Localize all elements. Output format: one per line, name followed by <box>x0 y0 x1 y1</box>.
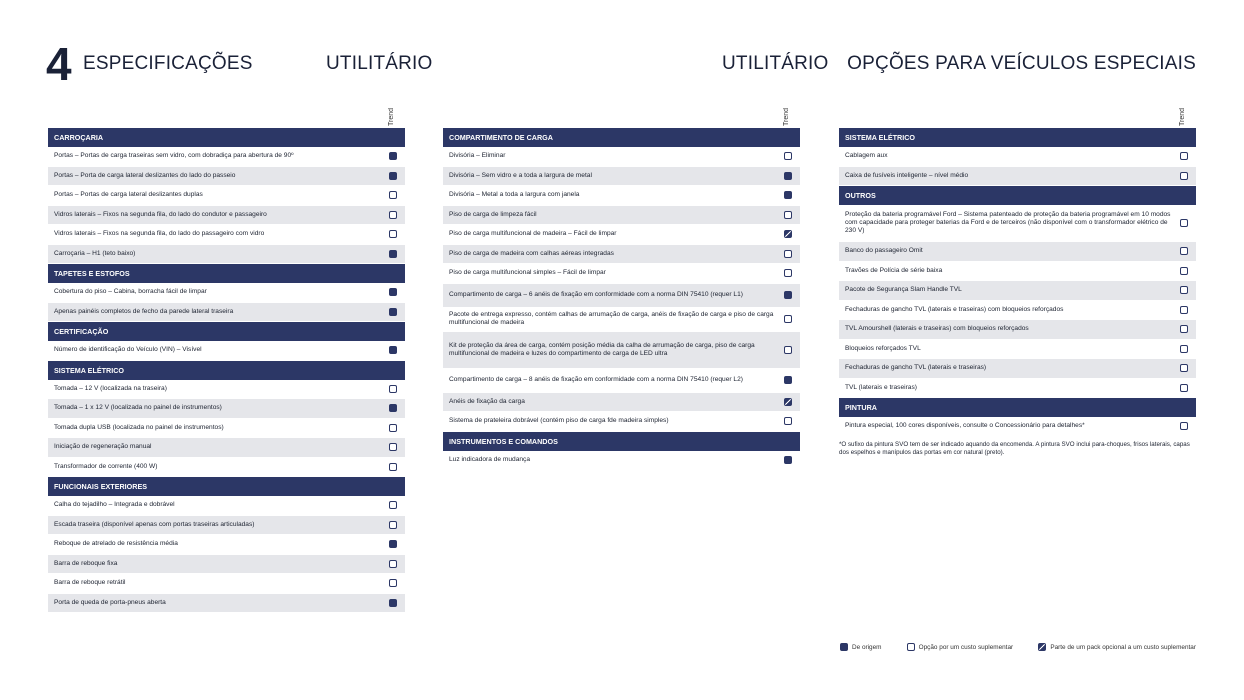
trend-header: Trend <box>388 107 395 126</box>
spec-row <box>48 206 405 226</box>
spec-row <box>839 205 1196 242</box>
empty-square-icon <box>1180 172 1188 180</box>
spec-label: Pacote de Segurança Slam Handle TVL <box>845 286 962 294</box>
spec-label: Luz indicadora de mudança <box>449 455 531 463</box>
filled-square-icon <box>389 308 397 316</box>
empty-square-icon <box>907 643 915 651</box>
trend-header: Trend <box>1179 107 1186 126</box>
spec-label: Compartimento de carga – 6 anéis de fixação em conformidade com a norma DIN 75410 (requer L1) <box>449 291 743 298</box>
spec-row <box>839 242 1196 262</box>
spec-label: Tomada – 1 x 12 V (localizada no painel de instrumentos) <box>54 404 222 412</box>
spec-label: Tomada dupla USB (localizada no painel de instrumentos) <box>54 423 224 431</box>
spec-row <box>839 281 1196 301</box>
spec-row <box>48 245 405 265</box>
spec-row <box>443 308 800 332</box>
filled-square-icon <box>784 291 792 299</box>
spec-row <box>443 393 800 413</box>
spec-row <box>48 419 405 439</box>
empty-square-icon <box>1180 152 1188 160</box>
spec-row <box>48 147 405 167</box>
spec-label: Fechaduras de gancho TVL (laterais e traseiras) <box>845 364 987 372</box>
spec-label: Bloqueios reforçados TVL <box>845 344 921 352</box>
spec-label: Divisória – Metal a toda a largura com janela <box>449 191 580 199</box>
spec-label: Transformador de corrente (400 W) <box>54 462 158 470</box>
filled-square-icon <box>389 152 397 160</box>
spec-row <box>839 147 1196 167</box>
striped-square-icon <box>784 398 792 406</box>
empty-square-icon <box>389 230 397 238</box>
chapter-number: 4 <box>46 38 72 90</box>
empty-square-icon <box>784 346 792 354</box>
spec-row <box>48 438 405 458</box>
section-header: SISTEMA ELÉTRICO <box>839 128 1196 147</box>
empty-square-icon <box>784 250 792 258</box>
section-header: COMPARTIMENTO DE CARGA <box>443 128 800 147</box>
legend <box>840 643 1196 651</box>
spec-row <box>443 451 800 471</box>
spec-label: Vidros laterais – Fixos na segunda fila, do lado do passageiro com vidro <box>54 230 265 238</box>
spec-row <box>443 369 800 393</box>
trend-header: Trend <box>783 107 790 126</box>
section-header: CARROÇARIA <box>48 128 405 147</box>
empty-square-icon <box>389 501 397 509</box>
empty-square-icon <box>784 417 792 425</box>
empty-square-icon <box>389 560 397 568</box>
spec-label: Pintura especial, 100 cores disponíveis, consulte o Concessionário para detalhes* <box>845 422 1085 430</box>
empty-square-icon <box>784 269 792 277</box>
column-1-title: UTILITÁRIO <box>326 53 433 74</box>
spec-label: Cablagem aux <box>845 152 888 160</box>
spec-label: Iniciação de regeneração manual <box>54 443 152 451</box>
empty-square-icon <box>389 463 397 471</box>
empty-square-icon <box>389 443 397 451</box>
spec-row <box>443 412 800 432</box>
spec-label: Kit de proteção da área de carga, contém posição média da calha de arrumação de carga, piso de carga multifuncional de madeira e luzes do compartimento de carga de LED ultra <box>449 341 755 357</box>
spec-row <box>48 186 405 206</box>
filled-square-icon <box>389 540 397 548</box>
spec-column-1 <box>48 100 405 613</box>
spec-label: Piso de carga de madeira com calhas aéreas integradas <box>449 249 614 257</box>
spec-row <box>48 303 405 323</box>
empty-square-icon <box>389 191 397 199</box>
spec-row <box>839 167 1196 187</box>
filled-square-icon <box>389 288 397 296</box>
spec-row <box>443 332 800 369</box>
filled-square-icon <box>784 191 792 199</box>
spec-row <box>443 206 800 226</box>
spec-label: Portas – Portas de carga traseiras sem vidro, com dobradiça para abertura de 90º <box>54 152 294 160</box>
page-title: ESPECIFICAÇÕES <box>83 53 253 74</box>
spec-label: Divisória – Eliminar <box>449 152 506 160</box>
empty-square-icon <box>389 579 397 587</box>
spec-row <box>48 516 405 536</box>
spec-row <box>48 535 405 555</box>
spec-row <box>48 167 405 187</box>
filled-square-icon <box>784 456 792 464</box>
spec-label: Apenas painéis completos de fecho da parede lateral traseira <box>54 307 234 315</box>
empty-square-icon <box>1180 247 1188 255</box>
empty-square-icon <box>1180 219 1188 227</box>
empty-square-icon <box>389 521 397 529</box>
empty-square-icon <box>1180 384 1188 392</box>
spec-row <box>839 320 1196 340</box>
spec-row <box>443 186 800 206</box>
spec-row <box>48 225 405 245</box>
section-header: FUNCIONAIS EXTERIORES <box>48 477 405 496</box>
spec-label: Piso de carga multifuncional simples – Fácil de limpar <box>449 269 606 277</box>
empty-square-icon <box>784 315 792 323</box>
striped-square-icon <box>1038 643 1046 651</box>
legend-pack: Parte de um pack opcional a um custo suplementar <box>1038 643 1196 651</box>
empty-square-icon <box>389 424 397 432</box>
spec-row <box>48 574 405 594</box>
section-header: INSTRUMENTOS E COMANDOS <box>443 432 800 451</box>
spec-label: Porta de queda de porta-pneus aberta <box>54 598 166 606</box>
filled-square-icon <box>784 172 792 180</box>
spec-row <box>48 496 405 516</box>
spec-label: Travões de Polícia de série baixa <box>845 266 943 274</box>
spec-label: Cobertura do piso – Cabina, borracha fácil de limpar <box>54 288 207 296</box>
spec-label: Barra de reboque fixa <box>54 559 118 567</box>
spec-label: Piso de carga multifuncional de madeira – Fácil de limpar <box>449 230 617 238</box>
spec-label: Reboque de atrelado de resistência média <box>54 540 178 548</box>
spec-label: Proteção da bateria programável Ford – Sistema patenteado de proteção da bateria programável em 10 modos com capacidade para proteger baterias da Ford e de terceiros (não disponível com o transformador elétrico de 230 V) <box>845 211 1171 234</box>
spec-row <box>839 359 1196 379</box>
section-header: SISTEMA ELÉTRICO <box>48 361 405 380</box>
empty-square-icon <box>389 211 397 219</box>
spec-label: Número de identificação do Veículo (VIN) – Visível <box>54 346 202 354</box>
spec-row <box>48 283 405 303</box>
spec-column-2 <box>443 100 800 470</box>
empty-square-icon <box>1180 286 1188 294</box>
empty-square-icon <box>389 385 397 393</box>
column-3-title: OPÇÕES PARA VEÍCULOS ESPECIAIS <box>847 53 1196 74</box>
spec-label: Sistema de prateleira dobrável (contém piso de carga fde madeira simples) <box>449 417 669 425</box>
empty-square-icon <box>784 211 792 219</box>
column-2-title: UTILITÁRIO <box>722 53 829 74</box>
empty-square-icon <box>1180 422 1188 430</box>
empty-square-icon <box>1180 325 1188 333</box>
filled-square-icon <box>389 346 397 354</box>
striped-square-icon <box>784 230 792 238</box>
spec-label: Carroçaria – H1 (teto baixo) <box>54 249 136 257</box>
spec-row <box>48 594 405 614</box>
spec-row <box>839 262 1196 282</box>
spec-row <box>443 147 800 167</box>
section-header: CERTIFICAÇÃO <box>48 322 405 341</box>
spec-row <box>48 458 405 478</box>
section-header: TAPETES E ESTOFOS <box>48 264 405 283</box>
spec-label: Portas – Portas de carga lateral deslizantes duplas <box>54 191 203 199</box>
empty-square-icon <box>1180 345 1188 353</box>
spec-label: TVL (laterais e traseiras) <box>845 383 917 391</box>
filled-square-icon <box>389 172 397 180</box>
spec-row <box>839 301 1196 321</box>
spec-label: Portas – Porta de carga lateral deslizantes do lado do passeio <box>54 171 236 179</box>
filled-square-icon <box>389 404 397 412</box>
spec-row <box>839 340 1196 360</box>
section-header: OUTROS <box>839 186 1196 205</box>
spec-row <box>443 225 800 245</box>
spec-label: Banco do passageiro Omit <box>845 247 923 255</box>
spec-row <box>48 341 405 361</box>
spec-row <box>443 284 800 308</box>
spec-label: Calha do tejadilho – Integrada e dobrável <box>54 501 175 509</box>
spec-label: Pacote de entrega expresso, contém calhas de arrumação de carga, anéis de fixação de carga e piso de carga multifuncional de madeira <box>449 311 774 326</box>
spec-row <box>443 245 800 265</box>
spec-row <box>839 379 1196 399</box>
spec-label: Piso de carga de limpeza fácil <box>449 210 537 218</box>
spec-row <box>443 264 800 284</box>
empty-square-icon <box>1180 306 1188 314</box>
legend-standard: De origem <box>840 643 881 651</box>
spec-label: Barra de reboque retrátil <box>54 579 126 587</box>
spec-row <box>48 555 405 575</box>
spec-label: Divisória – Sem vidro e a toda a largura de metal <box>449 171 592 179</box>
spec-label: Fechaduras de gancho TVL (laterais e traseiras) com bloqueios reforçados <box>845 305 1064 313</box>
section-header: PINTURA <box>839 398 1196 417</box>
legend-option: Opção por um custo suplementar <box>907 643 1014 651</box>
empty-square-icon <box>1180 364 1188 372</box>
spec-label: Caixa de fusíveis inteligente – nível médio <box>845 171 969 179</box>
spec-row <box>839 417 1196 437</box>
filled-square-icon <box>784 376 792 384</box>
spec-row <box>48 380 405 400</box>
spec-label: Tomada – 12 V (localizada na traseira) <box>54 384 167 392</box>
spec-label: Escada traseira (disponível apenas com portas traseiras articuladas) <box>54 520 255 528</box>
spec-label: Vidros laterais – Fixos na segunda fila, do lado do condutor e passageiro <box>54 210 267 218</box>
spec-label: Anéis de fixação da carga <box>449 397 525 405</box>
empty-square-icon <box>784 152 792 160</box>
filled-square-icon <box>840 643 848 651</box>
filled-square-icon <box>389 250 397 258</box>
spec-label: Compartimento de carga – 8 anéis de fixação em conformidade com a norma DIN 75410 (requer L2) <box>449 376 743 383</box>
filled-square-icon <box>389 599 397 607</box>
footnote: *O sufixo da pintura SVO tem de ser indicado aquando da encomenda. A pintura SVO inclui para-choques, frisos laterais, capas dos espelhos e manípulos das portas em cor natural (preto). <box>839 440 1190 456</box>
spec-row <box>443 167 800 187</box>
spec-label: TVL Amourshell (laterais e traseiras) com bloqueios reforçados <box>845 325 1029 333</box>
empty-square-icon <box>1180 267 1188 275</box>
spec-column-3 <box>839 100 1196 457</box>
spec-row <box>48 399 405 419</box>
